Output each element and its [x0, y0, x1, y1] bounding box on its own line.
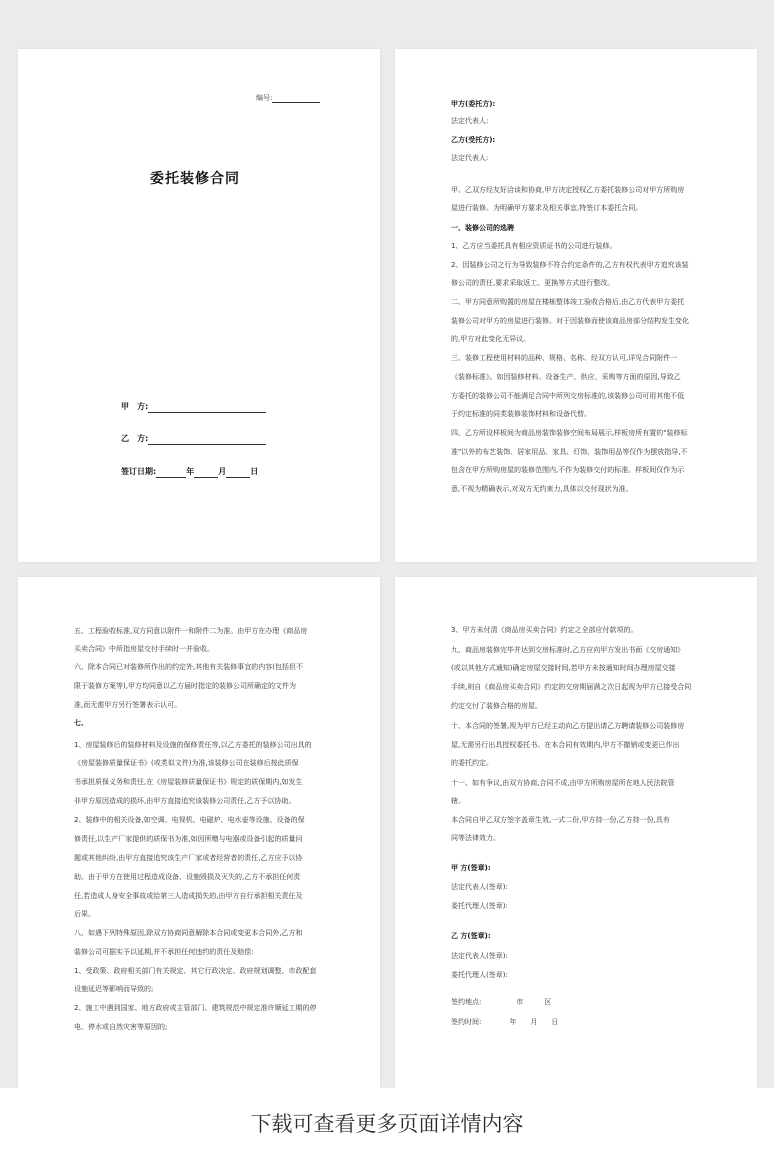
clause-line: 2、装修中的相关设备,如空调、电视机、电磁炉、电水壶等设施、设备的保: [74, 816, 305, 824]
clause-line: 助。由于甲方在使用过程造成设备、设施毁损及灭失的,乙方不承担任何责: [74, 873, 301, 881]
clause-line: 准"以外的布艺装饰、居家用品、家具、灯饰、装饰用品等仅作为摆放指导,不: [451, 448, 688, 456]
party-a-label: 甲 方:: [121, 402, 149, 411]
clause-line: 法定代表人(签章):: [451, 952, 508, 960]
clause-line: 屋,无需另行出具授权委托书。在本合同有效期内,甲方不撤销或变更已作出: [451, 741, 680, 749]
serial-number-blank: [272, 94, 320, 103]
clause-line: 2、施工中遇到国家、地方政府或主管部门、建筑规范中规定准许顺延工期的停: [74, 1004, 317, 1012]
party-a-blank: [148, 402, 266, 413]
clause-line: 十一、如有争议,由双方协商,合同不成,由甲方所购房屋所在地人民法院管: [451, 779, 675, 787]
contract-page-3: [18, 577, 380, 1088]
clause-line: 电、停水或自然灾害等原因的;: [74, 1023, 168, 1031]
clause-line: 约定交付了装修合格的房屋。: [451, 702, 542, 710]
clause-line: 签约时间: 年 月 日: [451, 1018, 559, 1026]
clause-line: 手续,则自《商品房买卖合同》约定的交房期届满之次日起视为甲方已接受合同: [451, 683, 692, 691]
clause-line: 法定代表人(签章):: [451, 883, 508, 891]
year-label: 年: [186, 467, 195, 476]
clause-line: 包含在甲方所购房屋的装修范围内,不作为装修交付的标准。样板间仅作为示: [451, 466, 685, 474]
clause-line: 方委托的装修公司不能满足合同中所列交房标准的,该装修公司可用其他不低: [451, 392, 685, 400]
clause-line: 1、房屋装修后的装修材料及设施的保修责任等,以乙方委托的装修公司出具的: [74, 741, 312, 749]
year-blank: [156, 467, 186, 478]
contract-page-4: [395, 577, 757, 1088]
party-a-field: [121, 401, 266, 413]
month-label: 月: [218, 467, 227, 476]
party-b-label: 乙 方:: [121, 434, 149, 443]
clause-line: 三、装修工程使用材料的品种、规格、名称、经双方认可,详见合同附件一: [451, 354, 678, 362]
clause-line: 本合同自甲乙双方签字盖章生效,一式二份,甲方持一份,乙方持一份,具有: [451, 816, 670, 824]
clause-line: 同等法律效力。: [451, 834, 500, 842]
section-heading: 甲方(委托方):: [451, 100, 496, 108]
clause-line: 任,若造成人身安全事故或给第三人造成损失的,由甲方自行承担相关责任及: [74, 892, 303, 900]
sign-date-label: 签订日期:: [121, 467, 157, 476]
clause-line: 修公司的责任,要求采取返工、更换等方式进行整改。: [451, 279, 615, 287]
clause-line: 准,而无需甲方另行签署表示认可。: [74, 701, 182, 709]
clause-line: 的,甲方对此变化无异议。: [451, 335, 531, 343]
clause-line: 2、因装修公司之行为导致装修不符合约定条件的,乙方有权代表甲方追究该装: [451, 261, 689, 269]
clause-line: 于约定标准的同类装修装饰材料和设备代替。: [451, 410, 591, 418]
clause-line: 《房屋装修质量保证书》(或类似文件)为准,该装修公司在装修后按此质保: [74, 759, 299, 767]
clause-line: 委托代理人(签章):: [451, 971, 508, 979]
sign-date-field: [121, 466, 258, 478]
contract-cover-page: [18, 49, 380, 562]
clause-line: 法定代表人:: [451, 154, 489, 162]
clause-line: 辖。: [451, 797, 465, 805]
serial-number-label: 编号:: [256, 94, 273, 102]
clause-line: 买卖合同》中所指房屋交付手续时一并验收。: [74, 645, 214, 653]
clause-line: 非甲方原因造成的损坏,由甲方直接追究该装修公司责任,乙方予以协助。: [74, 797, 296, 805]
clause-line: 五、工程验收标准,双方同意以附件一和附件二为准。由甲方在办理《商品房: [74, 627, 308, 635]
month-blank: [194, 467, 218, 478]
section-heading: 甲 方(签章):: [451, 864, 491, 872]
clause-line: 的委托约定。: [451, 759, 493, 767]
clause-line: 题或其他纠纷,由甲方直接追究该生产厂家或者经营者的责任,乙方应予以协: [74, 854, 303, 862]
clause-line: 3、甲方未付清《商品房买卖合同》约定之全部应付款项的。: [451, 626, 638, 634]
clause-line: 设施延迟等影响而导致的;: [74, 985, 154, 993]
clause-line: (或以其他方式通知)确定房屋交接时间,若甲方未按通知时间办理房屋交接: [451, 664, 676, 672]
clause-line: 签约地点: 市 区: [451, 998, 552, 1006]
download-more-text[interactable]: 下载可查看更多页面详情内容: [250, 1112, 524, 1136]
party-b-blank: [148, 434, 266, 445]
download-more-banner[interactable]: [0, 1088, 774, 1168]
clause-line: 限于装修方案等),甲方均同意以乙方届时指定的装修公司所确定的文件为: [74, 682, 296, 690]
clause-line: 法定代表人:: [451, 117, 489, 125]
clause-line: 1、乙方应当委托具有相应资质证书的公司进行装修。: [451, 242, 617, 250]
clause-line: 四、乙方所设样板间为商品房装饰装修空间布局展示,样板房所有置的"装修标: [451, 429, 688, 437]
clause-line: 修责任,以生产厂家提供的质保书为准,如因所赠与电器或设备引起的质量问: [74, 835, 303, 843]
clause-line: 1、受政策、政府相关部门有关规定、其它行政决定、政府规划调整、市政配套: [74, 967, 317, 975]
contract-title: 委托装修合同: [150, 171, 240, 187]
clause-line: 委托代理人(签章):: [451, 902, 508, 910]
clause-line: 二、甲方同意所购置的房屋在楼栋整体竣工验收合格后,由乙方代表甲方委托: [451, 298, 685, 306]
clause-line: 后果。: [74, 910, 95, 918]
section-heading: 一、装修公司的选聘: [451, 224, 514, 232]
clause-line: 六、除本合同已对装修所作出的约定外,其他有关装修事宜的内容(包括但不: [74, 663, 303, 671]
clause-line: 九、商品房装修完毕并达到交房标准时,乙方应向甲方发出书面《交房通知》: [451, 646, 685, 654]
clause-line: 《装修标准》。如因装修材料、设备生产、供应、采购等方面的原因,导致乙: [451, 373, 681, 381]
clause-line: 意,不视为精确表示,对双方无约束力,具体以交付现状为准。: [451, 485, 633, 493]
serial-number-field: [256, 93, 320, 103]
contract-page-2: [395, 49, 757, 562]
day-label: 日: [250, 467, 259, 476]
day-blank: [226, 467, 250, 478]
clause-line: 甲、乙双方经友好洽谈和协商,甲方决定授权乙方委托装修公司对甲方所购房: [451, 186, 685, 194]
section-heading: 七、: [74, 719, 88, 727]
clause-line: 八、如遇下列特殊原因,除双方协商同意解除本合同或变更本合同外,乙方和: [74, 929, 303, 937]
clause-line: 书承担质保义务和责任,在《房屋装修质量保证书》规定的质保期内,如发生: [74, 778, 303, 786]
clause-line: 装修公司对甲方的房屋进行装修。对于因装修而使该商品房部分结构发生变化: [451, 317, 689, 325]
party-b-field: [121, 433, 266, 445]
clause-line: 装修公司可据实予以延期,并不承担任何违约的责任及赔偿:: [74, 948, 254, 956]
section-heading: 乙方(受托方):: [451, 136, 496, 144]
clause-line: 十、本合同的签署,视为甲方已经主动向乙方提出请乙方聘请装修公司装修房: [451, 722, 685, 730]
clause-line: 屋进行装修。为明确甲方要求及相关事宜,特签订本委托合同。: [451, 204, 643, 212]
section-heading: 乙 方(签章):: [451, 932, 491, 940]
